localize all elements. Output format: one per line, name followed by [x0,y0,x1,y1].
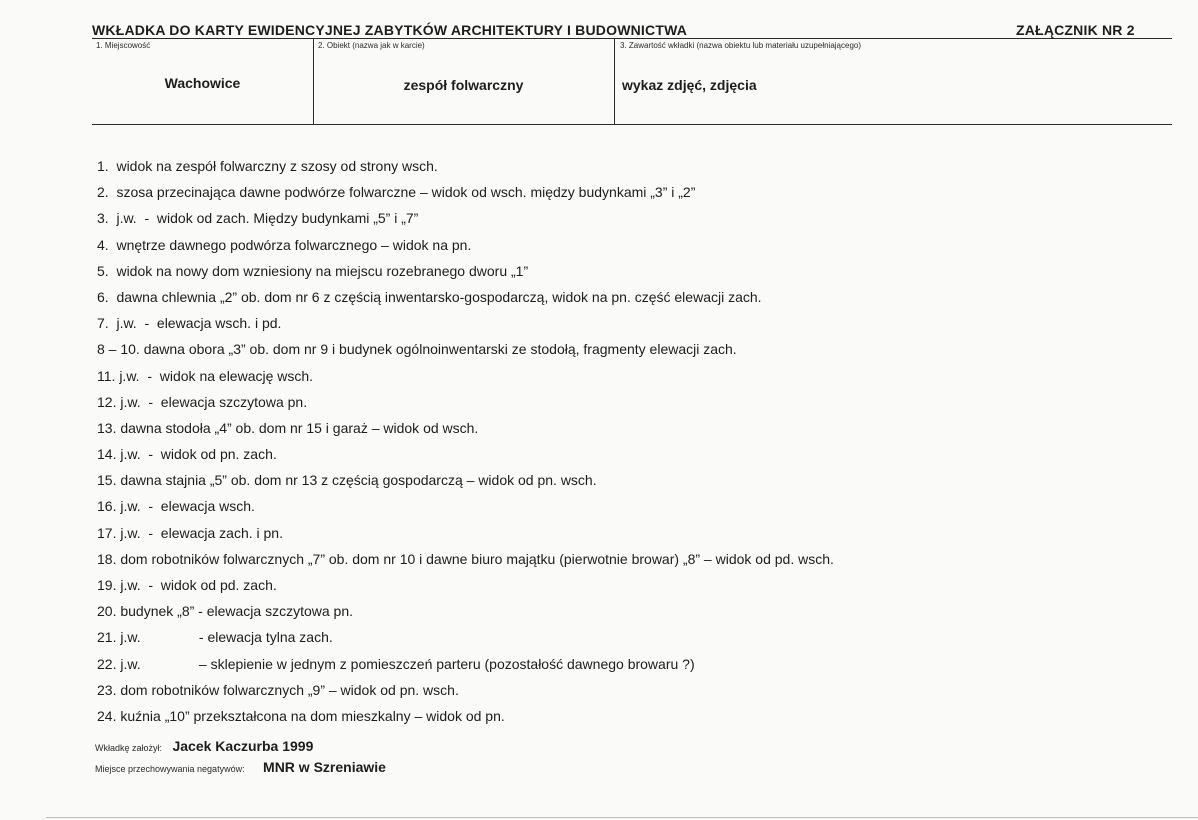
list-item: 12. j.w. - elewacja szczytowa pn. [97,393,308,410]
list-item: 18. dom robotników folwarcznych „7” ob. dom nr 10 i dawne biuro majątku (pierwotnie browar) „8” – widok od pd. wsch. [97,550,834,567]
field-label-contents: 3. Zawartość wkładki (nazwa obiektu lub materiału uzupełniającego) [620,41,862,50]
list-item: 21. j.w. - elewacja tylna zach. [97,629,333,646]
list-item: 20. budynek „8” - elewacja szczytowa pn. [97,603,354,620]
storage-value: MNR w Szreniawie [263,759,386,775]
header-bottom-rule [92,124,1172,125]
list-item: 22. j.w. – sklepienie w jednym z pomieszczeń parteru (pozostałość dawnego browaru ?) [97,655,695,672]
annex-number: ZAŁĄCZNIK NR 2 [1016,22,1135,38]
list-item: 19. j.w. - widok od pd. zach. [97,577,277,593]
list-item: 14. j.w. - widok od pn. zach. [97,446,277,463]
list-item: 5. widok na nowy dom wzniesiony na miejscu rozebranego dworu „1” [97,262,529,279]
photo-list [97,158,834,787]
created-by-label: Wkładkę założył: [95,743,163,753]
list-item: 4. wnętrze dawnego podwórza folwarcznego – widok na pn. [97,236,472,253]
list-item: 7. j.w. - elewacja wsch. i pd. [97,315,282,332]
list-item: 6. dawna chlewnia „2” ob. dom nr 6 z częścią inwentarsko-gospodarczą, widok na pn. część elewacji zach. [97,288,762,305]
field-value-locality: Wachowice [164,75,241,91]
list-item: 11. j.w. - widok na elewację wsch. [97,367,314,384]
field-label-object: 2. Obiekt (nazwa jak w karcie) [318,41,425,50]
paper-bottom-edge [46,817,1198,818]
list-item: 23. dom robotników folwarcznych „9” – widok od pn. wsch. [97,681,459,698]
created-by-value: Jacek Kaczurba 1999 [172,738,314,754]
list-item: 13. dawna stodoła „4” ob. dom nr 15 i garaż – widok od wsch. [97,419,479,436]
storage-line [95,759,386,777]
list-item: 1. widok na zespół folwarczny z szosy od strony wsch. [97,158,438,174]
header-top-rule [92,38,1172,39]
list-item: 24. kuźnia „10” przekształcona na dom mieszkalny – widok od pn. [97,707,505,724]
list-item: 17. j.w. - elewacja zach. i pn. [97,524,283,541]
field-label-locality: 1. Miejscowość [96,41,151,50]
list-item: 8 – 10. dawna obora „3” ob. dom nr 9 i budynek ogólnoinwentarski ze stodołą, fragmenty elewacji zach. [97,341,737,358]
field-value-contents: wykaz zdjęć, zdjęcia [622,77,757,93]
list-item: 15. dawna stajnia „5” ob. dom nr 13 z częścią gospodarczą – widok od pn. wsch. [97,472,597,489]
list-item: 3. j.w. - widok od zach. Między budynkami „5” i „7” [97,210,419,227]
created-by-line [95,738,313,756]
list-item: 2. szosa przecinająca dawne podwórze folwarczne – widok od wsch. między budynkami „3” i „2” [97,184,696,201]
field-value-object: zespół folwarczny [403,77,524,93]
field-divider [614,39,615,125]
document-title: WKŁADKA DO KARTY EWIDENCYJNEJ ZABYTKÓW ARCHITEKTURY I BUDOWNICTWA [92,22,688,38]
list-item: 16. j.w. - elewacja wsch. [97,498,255,515]
storage-label: Miejsce przechowywania negatywów: [95,764,245,774]
